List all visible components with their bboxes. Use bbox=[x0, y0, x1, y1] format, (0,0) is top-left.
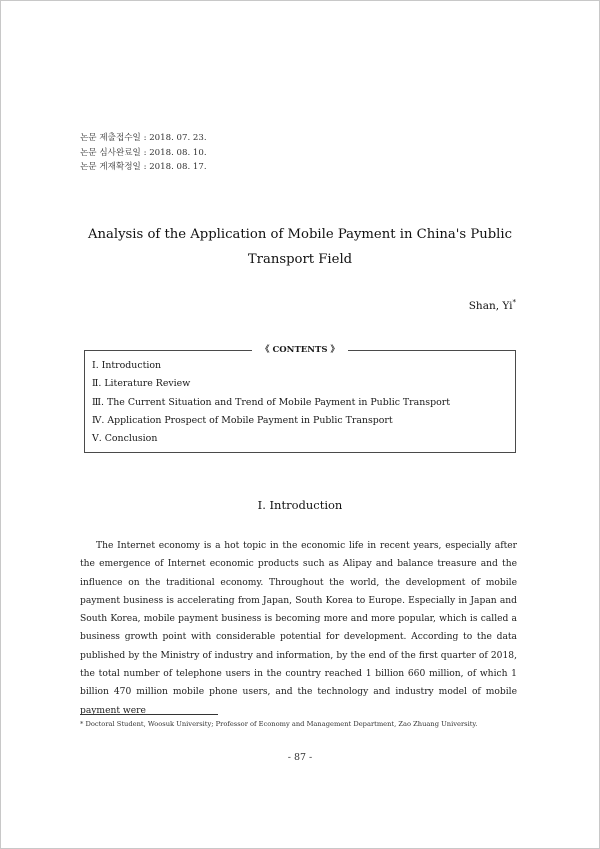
contents-list bbox=[92, 357, 450, 448]
title-line-2: Transport Field bbox=[247, 252, 353, 267]
author bbox=[469, 300, 516, 312]
title-line-1: Analysis of the Application of Mobile Payment in China's Public bbox=[87, 227, 512, 242]
contents-item: Ⅱ. Literature Review bbox=[92, 378, 191, 390]
author-name: Shan, Yi bbox=[468, 300, 513, 312]
contents-item: Ⅴ. Conclusion bbox=[92, 433, 158, 445]
contents-box bbox=[84, 345, 516, 453]
date-accepted: 논문 게재확정일 : 2018. 08. 17. bbox=[80, 162, 207, 172]
submission-dates bbox=[80, 131, 207, 175]
date-reviewed: 논문 심사완료일 : 2018. 08. 10. bbox=[80, 147, 207, 158]
footnote-rule bbox=[80, 714, 218, 715]
contents-item: Ⅳ. Application Prospect of Mobile Payment in Public Transport bbox=[92, 414, 393, 426]
section-heading: Ⅰ. Introduction bbox=[257, 498, 343, 512]
date-submitted: 논문 제출접수일 : 2018. 07. 23. bbox=[80, 133, 207, 143]
page-number: - 87 - bbox=[287, 752, 313, 763]
contents-item: Ⅲ. The Current Situation and Trend of Mobile Payment in Public Transport bbox=[92, 396, 450, 408]
contents-heading: 《 CONTENTS 》 bbox=[85, 344, 515, 356]
contents-item: Ⅰ. Introduction bbox=[92, 360, 162, 371]
body-paragraph: The Internet economy is a hot topic in the economic life in recent years, especially after the emergence of Internet economic products such as Alipay and balance treasure and the influence on the traditional economy. Throughout the world, the development of mobile payment business is accelerating from Japan, South Korea to Europe. Especially in Japan and South Korea, mobile payment business is becoming more and more popular, which is called a business growth point with considerable potential for development. According to the data published by the Ministry of industry and information, by the end of the first quarter of 2018, the total number of telephone users in the country reached 1 billion 660 million, of which 1 billion 470 million mobile phone users, and the technology and industry model of mobile payment were bbox=[80, 541, 517, 716]
author-footnote-mark: * bbox=[512, 298, 516, 307]
paper-title bbox=[70, 222, 530, 272]
footnote: * Doctoral Student, Woosuk University; Professor of Economy and Management Department, Zao Zhuang University. bbox=[80, 720, 478, 728]
